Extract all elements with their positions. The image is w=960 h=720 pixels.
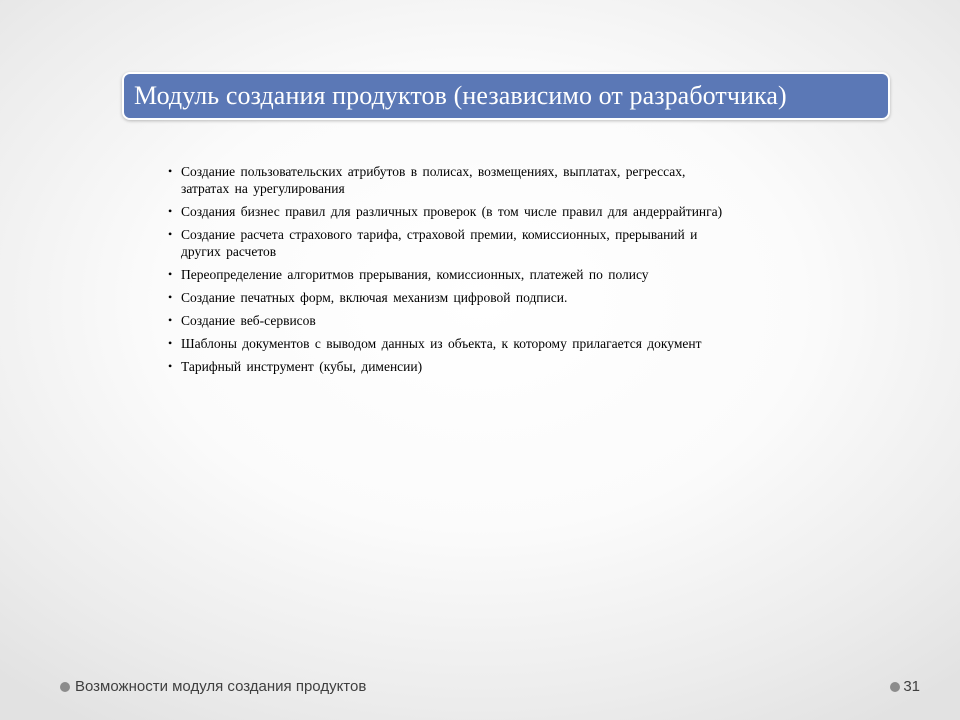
bullet-item <box>168 358 868 375</box>
page-number: 31 <box>903 678 920 695</box>
page-dot-icon <box>890 682 900 692</box>
bullet-item <box>168 163 868 197</box>
bullet-item <box>168 203 868 220</box>
bullet-text: Создание расчета страхового тарифа, страховой премии, комиссионных, прерываний и других расчетов <box>181 227 698 259</box>
page-number-area <box>890 678 920 695</box>
bullet-text: Создания бизнес правил для различных проверок (в том числе правил для андеррайтинга) <box>181 204 723 219</box>
bullet-icon: • <box>168 267 173 281</box>
bullet-text: Тарифный инструмент (кубы, дименсии) <box>181 359 423 374</box>
bullet-icon: • <box>168 313 173 327</box>
footer <box>60 678 366 695</box>
slide-title: Модуль создания продуктов (независимо от разработчика) <box>134 81 787 110</box>
bullet-icon: • <box>168 336 173 350</box>
bullet-item <box>168 226 868 260</box>
bullet-text: Создание пользовательских атрибутов в полисах, возмещениях, выплатах, регрессах, затратах на урегулирования <box>181 164 686 196</box>
bullet-text: Шаблоны документов с выводом данных из объекта, к которому прилагается документ <box>181 336 702 351</box>
footer-dot-icon <box>60 682 70 692</box>
bullet-list <box>168 163 868 381</box>
bullet-icon: • <box>168 359 173 373</box>
footer-text: Возможности модуля создания продуктов <box>75 678 367 695</box>
bullet-icon: • <box>168 164 173 178</box>
bullet-icon: • <box>168 204 173 218</box>
bullet-text: Переопределение алгоритмов прерывания, комиссионных, платежей по полису <box>181 267 649 282</box>
bullet-icon: • <box>168 227 173 241</box>
title-banner <box>122 72 890 120</box>
bullet-text: Создание веб-сервисов <box>181 313 316 328</box>
bullet-item <box>168 335 868 352</box>
bullet-text: Создание печатных форм, включая механизм цифровой подписи. <box>181 290 568 305</box>
bullet-item <box>168 289 868 306</box>
bullet-item <box>168 312 868 329</box>
bullet-icon: • <box>168 290 173 304</box>
bullet-item <box>168 266 868 283</box>
